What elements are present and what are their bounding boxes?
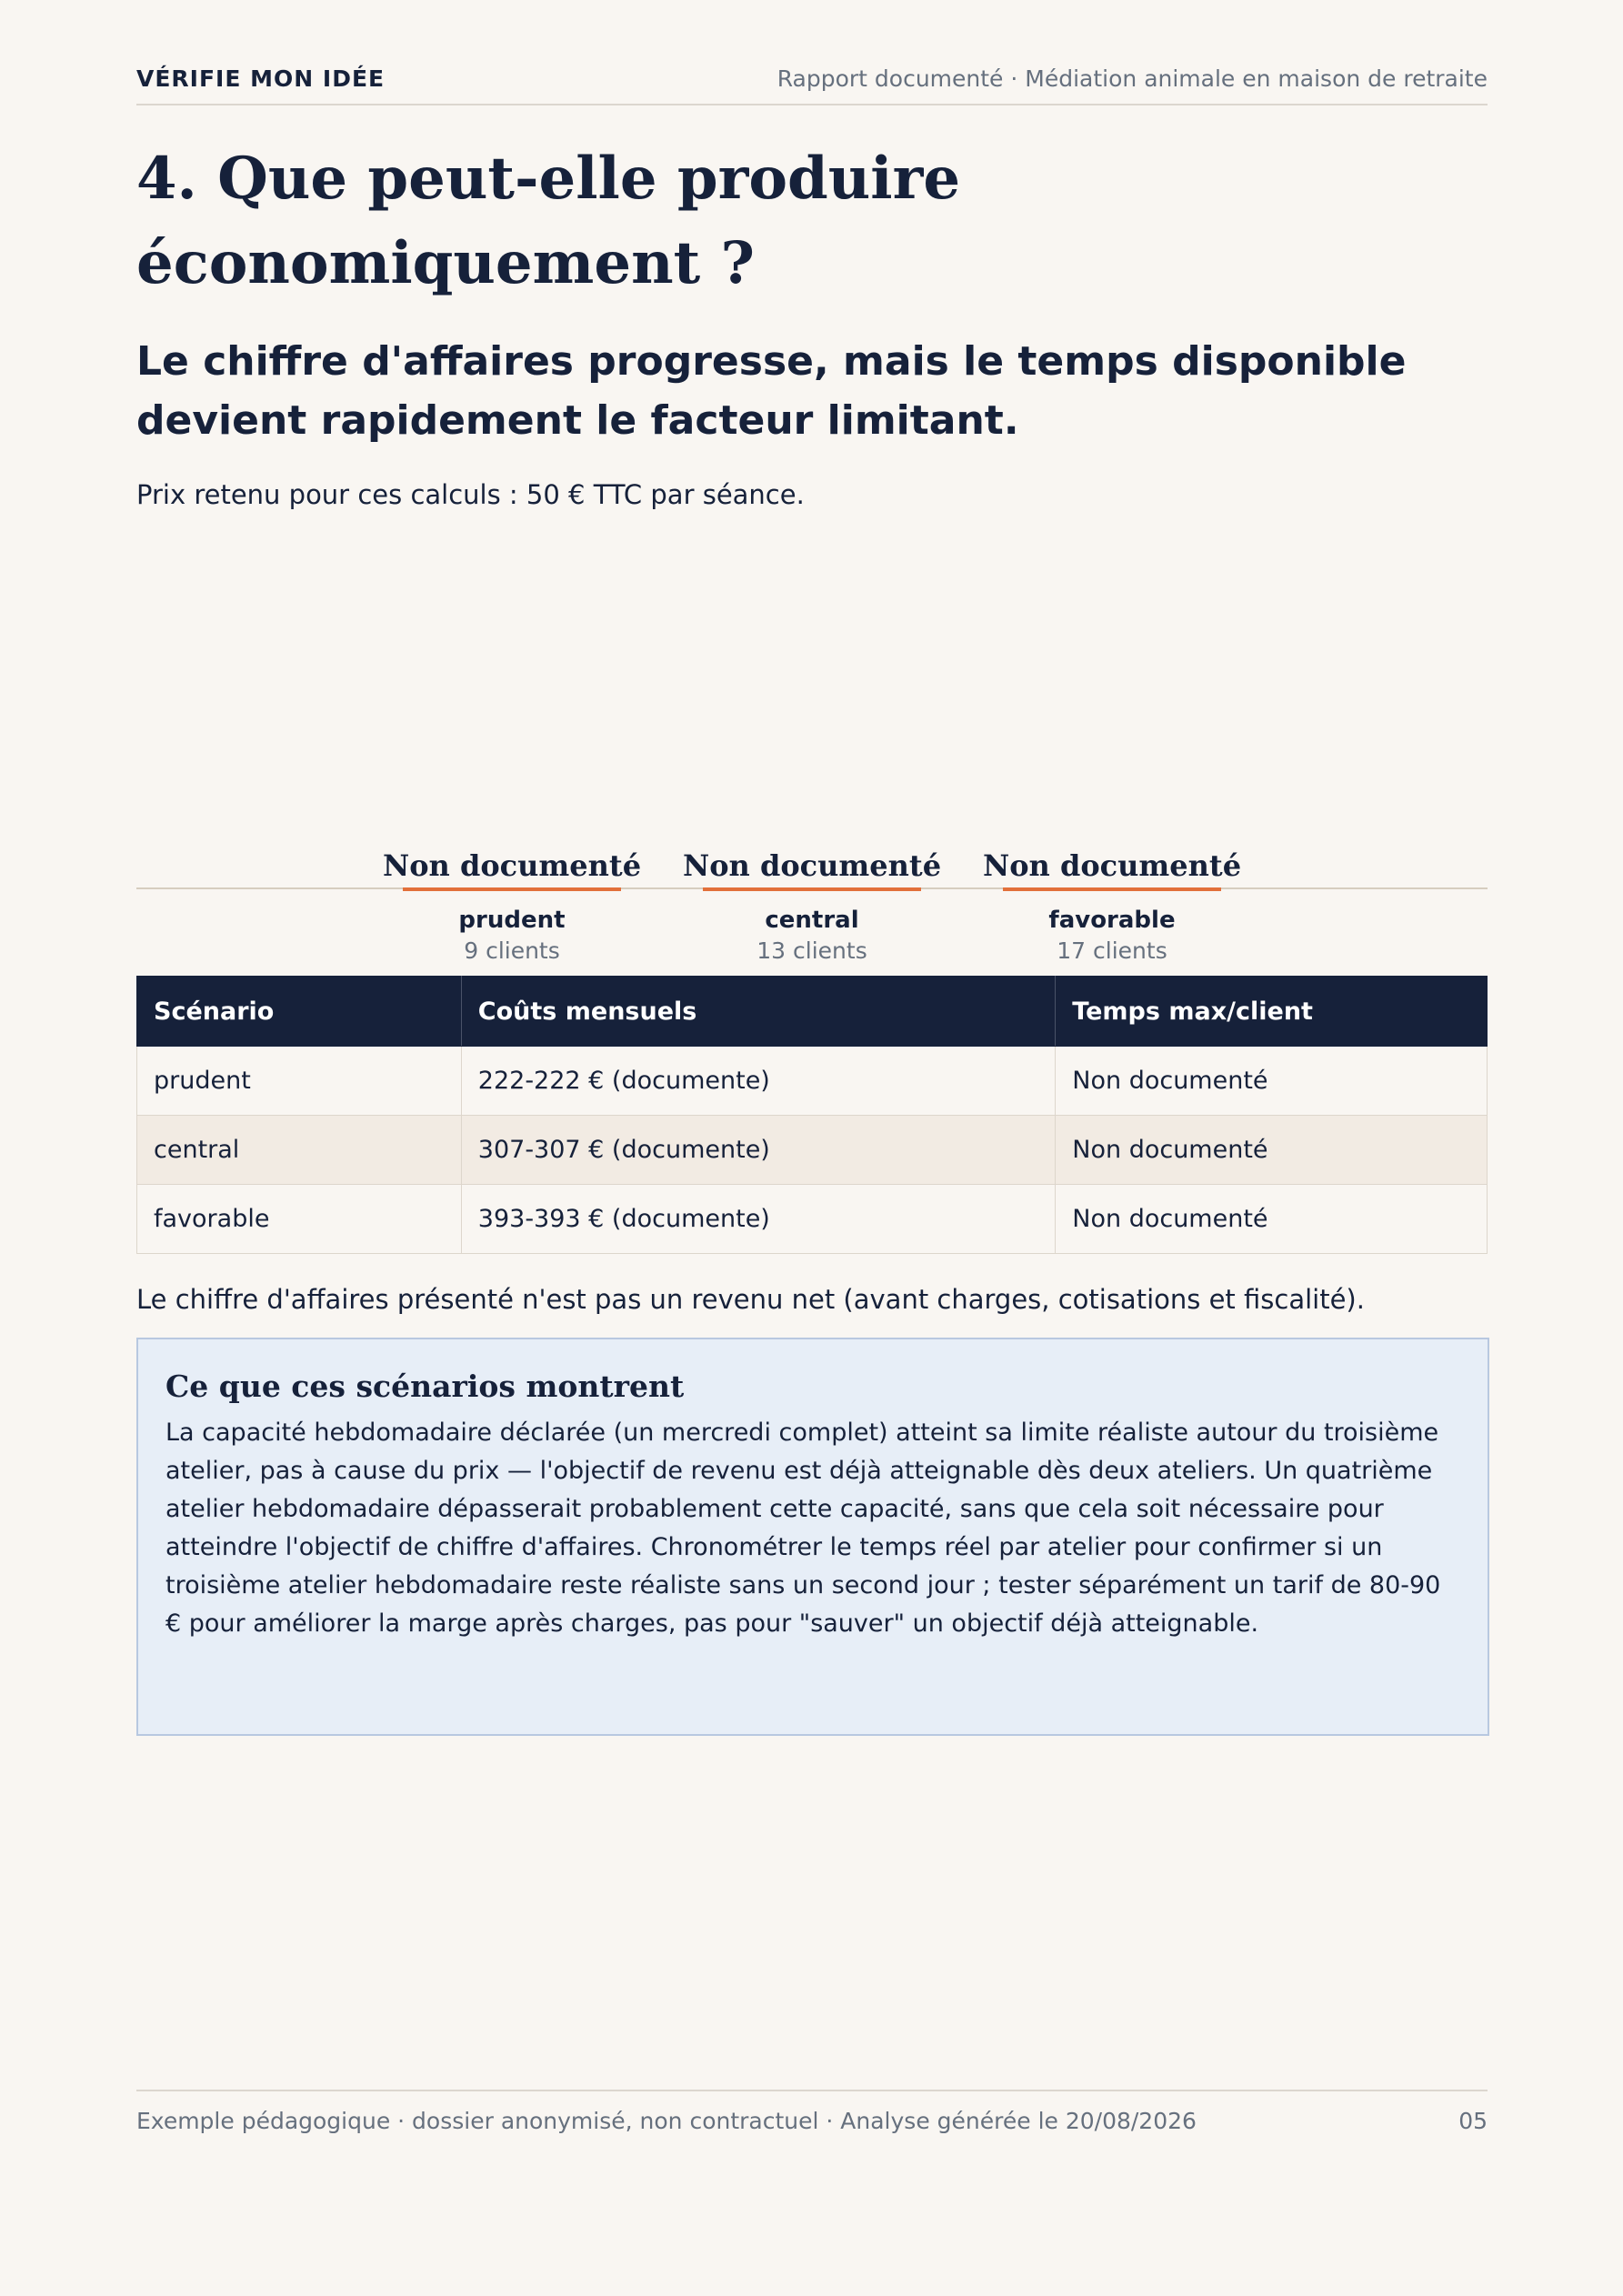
scenario-value: Non documenté bbox=[982, 848, 1242, 883]
table-header-row bbox=[137, 977, 1488, 1047]
scenario-central bbox=[676, 844, 948, 968]
table-cell: central bbox=[137, 1116, 462, 1185]
page-number: 05 bbox=[1458, 2108, 1488, 2134]
scenario-name: prudent bbox=[458, 907, 566, 934]
table-cell: 393-393 € (documente) bbox=[461, 1185, 1056, 1254]
scenario-name: favorable bbox=[1048, 907, 1176, 934]
callout-title: Ce que ces scénarios montrent bbox=[165, 1369, 685, 1404]
scenario-value: Non documenté bbox=[382, 848, 642, 883]
table-cell: Non documenté bbox=[1056, 1116, 1488, 1185]
table-cell: Non documenté bbox=[1056, 1047, 1488, 1116]
callout-body: La capacité hebdomadaire déclarée (un mercredi complet) atteint sa limite réaliste autour du troisième atelier, pas à cause du prix — l'objectif de revenu est déjà atteignable dès deux ateliers. Un quatrième atelier hebdomadaire dépasserait probablement cette capacité, sans que cela soit nécessaire pour atteindre l'objectif de chiffre d'affaires. Chronométrer le temps réel par atelier pour confirmer si un troisième atelier hebdomadaire reste réaliste sans un second jour ; tester séparément un tarif de 80-90 € pour améliorer la marge après charges, pas pour "sauver" un objectif déjà atteignable. bbox=[165, 1419, 1441, 1638]
report-page bbox=[136, 0, 1488, 2296]
table-cell: 222-222 € (documente) bbox=[461, 1047, 1056, 1116]
section-subtitle: Le chiffre d'affaires progresse, mais le temps disponible devient rapidement le facteur limitant. bbox=[136, 338, 1407, 444]
table-cell: prudent bbox=[137, 1047, 462, 1116]
table-row bbox=[137, 1047, 1488, 1116]
page-header bbox=[136, 64, 1488, 105]
column-header-costs: Coûts mensuels bbox=[461, 977, 1056, 1047]
scenario-accent-bar bbox=[703, 887, 921, 891]
scenario-favorable bbox=[976, 844, 1248, 968]
table-row bbox=[137, 1116, 1488, 1185]
insight-callout bbox=[136, 1338, 1489, 1736]
table-cell: favorable bbox=[137, 1185, 462, 1254]
scenario-table bbox=[136, 976, 1488, 1254]
brand-name: VÉRIFIE MON IDÉE bbox=[136, 65, 386, 92]
footer-divider bbox=[136, 2090, 1488, 2091]
column-header-max-time: Temps max/client bbox=[1056, 977, 1488, 1047]
table-cell: 307-307 € (documente) bbox=[461, 1116, 1056, 1185]
scenario-accent-bar bbox=[1003, 887, 1221, 891]
scenario-clients: 13 clients bbox=[756, 937, 867, 964]
column-header-scenario: Scénario bbox=[137, 977, 462, 1047]
section-title: 4. Que peut-elle produire économiquement ? bbox=[136, 145, 961, 297]
scenario-value: Non documenté bbox=[682, 848, 942, 883]
scenario-clients: 17 clients bbox=[1057, 937, 1167, 964]
scenario-accent-bar bbox=[403, 887, 621, 891]
revenue-disclaimer: Le chiffre d'affaires présenté n'est pas un revenu net (avant charges, cotisations et fiscalité). bbox=[136, 1284, 1365, 1315]
price-note: Prix retenu pour ces calculs : 50 € TTC par séance. bbox=[136, 479, 805, 510]
scenario-prudent bbox=[376, 844, 648, 968]
scenario-name: central bbox=[765, 907, 859, 934]
scenario-clients: 9 clients bbox=[464, 937, 560, 964]
report-subtitle: Rapport documenté · Médiation animale en maison de retraite bbox=[776, 65, 1488, 92]
table-row bbox=[137, 1185, 1488, 1254]
table-cell: Non documenté bbox=[1056, 1185, 1488, 1254]
footer-disclaimer: Exemple pédagogique · dossier anonymisé, non contractuel · Analyse générée le 20/08/2026 bbox=[136, 2108, 1197, 2134]
